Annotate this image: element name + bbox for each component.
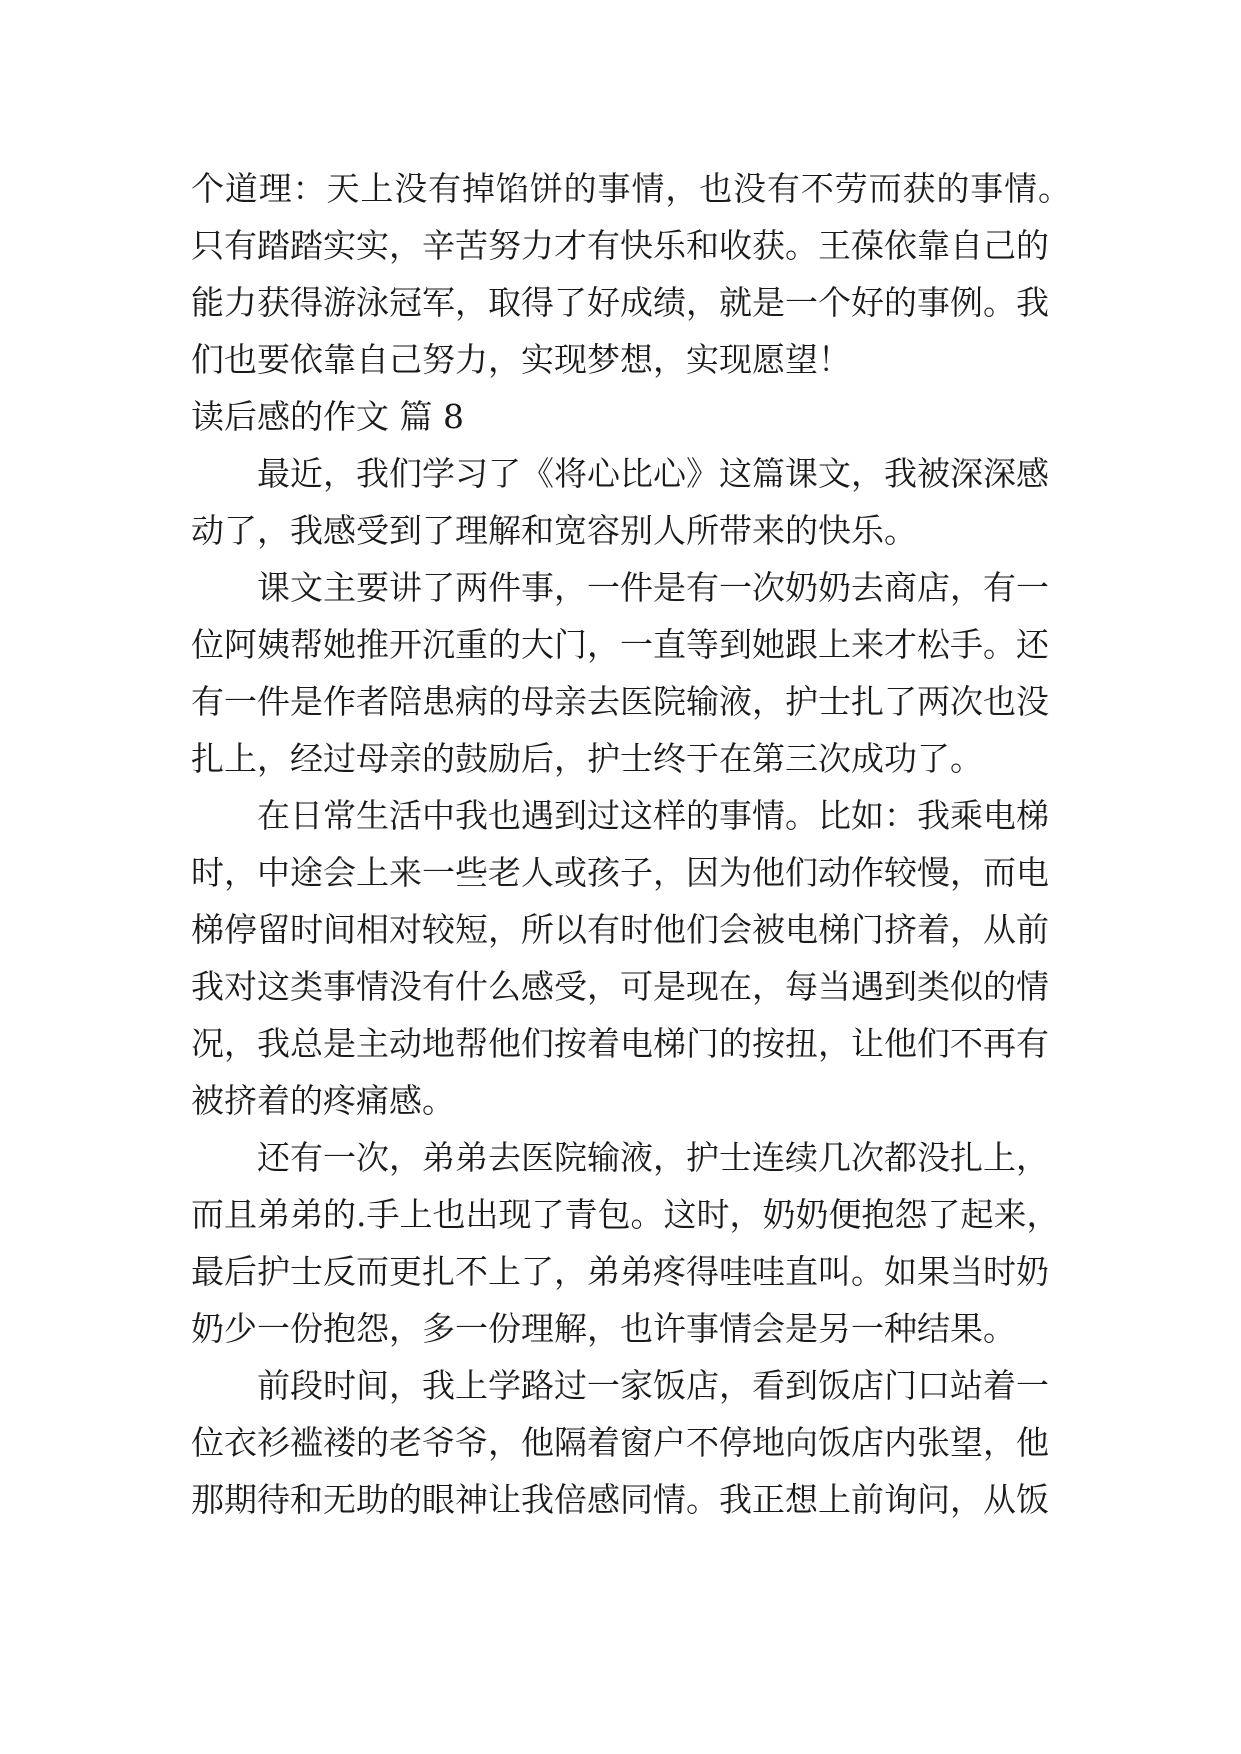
text-line: 课文主要讲了两件事，一件是有一次奶奶去商店，有一 [191,568,1049,607]
text-line: 那期待和无助的眼神让我倍感同情。我正想上前询问，从饭 [191,1480,1049,1519]
text-line: 还有一次，弟弟去医院输液，护士连续几次都没扎上， [191,1138,1049,1177]
section-heading: 读后感的作文 篇 8 [191,397,464,436]
text-line: 况，我总是主动地帮他们按着电梯门的按扭，让他们不再有 [191,1024,1049,1063]
essay-text [191,160,1071,1528]
text-line: 而且弟弟的.手上也出现了青包。这时，奶奶便抱怨了起来， [191,1195,1060,1234]
text-line: 梯停留时间相对较短，所以有时他们会被电梯门挤着，从前 [191,910,1049,949]
text-line: 最后护士反而更扎不上了，弟弟疼得哇哇直叫。如果当时奶 [191,1252,1049,1291]
text-line: 个道理：天上没有掉馅饼的事情，也没有不劳而获的事情。 [191,169,1071,208]
text-line: 我对这类事情没有什么感受，可是现在，每当遇到类似的情 [191,967,1049,1006]
text-line: 时，中途会上来一些老人或孩子，因为他们动作较慢，而电 [191,853,1049,892]
text-line: 动了，我感受到了理解和宽容别人所带来的快乐。 [191,511,917,550]
text-line: 有一件是作者陪患病的母亲去医院输液，护士扎了两次也没 [191,682,1049,721]
text-line: 位阿姨帮她推开沉重的大门，一直等到她跟上来才松手。还 [191,625,1049,664]
text-line: 能力获得游泳冠军，取得了好成绩，就是一个好的事例。我 [191,283,1049,322]
text-line: 前段时间，我上学路过一家饭店，看到饭店门口站着一 [191,1366,1049,1405]
text-line: 扎上，经过母亲的鼓励后，护士终于在第三次成功了。 [191,739,983,778]
text-line: 在日常生活中我也遇到过这样的事情。比如：我乘电梯 [191,796,1049,835]
text-line: 被挤着的疼痛感。 [191,1081,455,1120]
text-line: 们也要依靠自己努力，实现梦想，实现愿望！ [191,340,851,379]
text-line: 奶少一份抱怨，多一份理解，也许事情会是另一种结果。 [191,1309,1016,1348]
text-line: 位衣衫褴褛的老爷爷，他隔着窗户不停地向饭店内张望，他 [191,1423,1049,1462]
text-line: 只有踏踏实实，辛苦努力才有快乐和收获。王葆依靠自己的 [191,226,1049,265]
text-line: 最近，我们学习了《将心比心》这篇课文，我被深深感 [191,454,1049,493]
